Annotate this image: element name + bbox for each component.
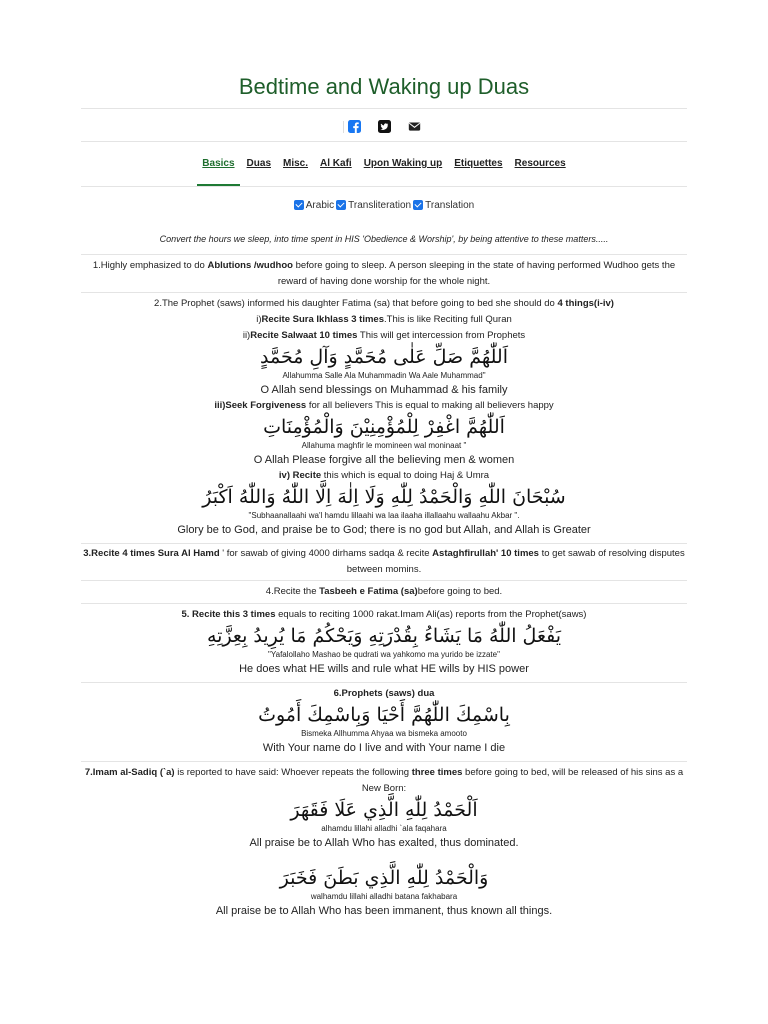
transliteration-option[interactable] <box>336 200 411 211</box>
section-4-bold: Tasbeeh e Fatima (sa) <box>319 586 418 597</box>
item-ii-num: ii) <box>242 330 251 341</box>
transliteration-section-7-line-1: alhamdu lillahi alladhi `ala faqahara <box>321 824 447 833</box>
arabic-section-6: بِاسْمِكَ اللّٰهُمَّ أَحْيَا وَبِاسْمِكَ أَمُوتُ <box>258 704 510 726</box>
item-ii-text: This will get intercession from Prophets <box>357 330 526 341</box>
section-1-bold: Ablutions /wudhoo <box>207 260 293 271</box>
arabic-option[interactable] <box>294 200 334 211</box>
arabic-tasbih: سُبْحَانَ اللّٰهِ وَالْحَمْدُ لِلّٰهِ وَلَا اِلٰهَ اِلَّا اللّٰهُ وَاللّٰهُ اَكْبَرُ <box>202 486 566 508</box>
transliteration-section-6: Bismeka Allhumma Ahyaa wa bismeka amooto <box>301 729 467 738</box>
section-6 <box>81 683 687 758</box>
tab-upon-waking-up[interactable]: Upon Waking up <box>363 158 443 169</box>
transliteration-salawat: Allahumma Salle Ala Muhammadin Wa Aale Muhammad" <box>282 371 486 380</box>
translation-option[interactable] <box>413 200 474 211</box>
section-5-text: equals to reciting 1000 rakat.Imam Ali(as) reports from the Prophet(saws) <box>275 609 587 620</box>
item-iii-bold: iii)Seek Forgiveness <box>214 400 307 411</box>
arabic-section-7-line-2: وَالْحَمْدُ لِلّٰهِ الَّذِي بَطَنَ فَخَبَرَ <box>279 867 489 889</box>
tab-al-kafi[interactable]: Al Kafi <box>320 158 352 169</box>
arabic-section-5: يَفْعَلُ اللّٰهُ مَا يَشَاءُ بِقُدْرَتِهِ وَيَحْكُمُ مَا يُرِيدُ بِعِزَّتِهِ <box>206 625 562 647</box>
translation-section-7-line-1: All praise be to Allah Who has exalted, thus dominated. <box>249 837 519 849</box>
translation-tasbih: Glory be to God, and praise be to God; there is no god but Allah, and Allah is Greater <box>177 524 591 536</box>
item-i-num: i) <box>256 314 262 325</box>
transliteration-label: Transliteration <box>348 199 412 211</box>
arabic-label: Arabic <box>305 199 335 211</box>
translation-section-5: He does what HE wills and rule what HE wills by HIS power <box>239 663 529 675</box>
section-7-bold-a: 7.Imam al-Sadiq (`a) <box>84 767 175 778</box>
tab-duas[interactable]: Duas <box>246 158 271 169</box>
page-title: Bedtime and Waking up Duas <box>238 74 530 99</box>
translation-salawat: O Allah send blessings on Muhammad & his family <box>260 384 508 396</box>
translation-forgiveness: O Allah Please forgive all the believing men & women <box>253 454 515 466</box>
item-iv <box>81 468 687 484</box>
section-7 <box>81 762 687 921</box>
section-5-bold: 5. Recite this 3 times <box>181 609 276 620</box>
intro-text: Convert the hours we sleep, into time spent in HIS 'Obedience & Worship', by being attentive to these matters..... <box>159 234 609 244</box>
section-1-text-a: 1.Highly emphasized to do <box>92 260 208 271</box>
section-1-text-c: before going to sleep. A person sleeping in the state of having performed Wudhoo gets the reward of having done worship for the whole night. <box>277 260 676 287</box>
section-2-intro-text: 2.The Prophet (saws) informed his daughter Fatima (sa) that before going to bed she should do <box>154 298 558 309</box>
facebook-icon[interactable] <box>348 120 361 133</box>
translation-section-7-line-2: All praise be to Allah Who has been immanent, thus known all things. <box>215 905 553 917</box>
transliteration-tasbih: "Subhaanallaahi wa'l hamdu lillaahi wa laa ilaaha illallaahu wallaahu Akbar ". <box>248 511 520 520</box>
section-3-text-b: ' for sawab of giving 4000 dirhams sadqa & recite <box>219 548 433 559</box>
item-ii-bold: Recite Salwaat 10 times <box>250 330 358 341</box>
section-4 <box>81 581 687 603</box>
item-iv-text: this which is equal to doing Haj & Umra <box>321 470 490 481</box>
translation-checkbox[interactable] <box>413 200 423 210</box>
section-2 <box>81 293 687 540</box>
arabic-section-7-line-1: اَلْحَمْدُ لِلّٰهِ الَّذِي عَلَا فَقَهَرَ <box>290 799 478 821</box>
section-3-bold-a: 3.Recite 4 times Sura Al Hamd <box>83 548 220 559</box>
section-3-bold-c: Astaghfirullah' 10 times <box>432 548 539 559</box>
tab-misc[interactable]: Misc. <box>283 158 309 169</box>
section-7-text-b: is reported to have said: Whoever repeats the following <box>174 767 412 778</box>
section-7-intro <box>81 765 687 797</box>
translation-section-6: With Your name do I live and with Your name I die <box>262 742 506 754</box>
arabic-salawat: اَللّٰهُمَّ صَلِّ عَلٰى مُحَمَّدٍ وَآلِ مُحَمَّدٍ <box>259 346 508 368</box>
item-i-bold: Recite Sura Ikhlass 3 times <box>261 314 384 325</box>
item-iii <box>81 398 687 414</box>
section-1 <box>81 255 687 292</box>
tab-etiquettes[interactable]: Etiquettes <box>454 158 503 169</box>
divider <box>343 121 344 133</box>
section-3 <box>81 544 687 580</box>
arabic-checkbox[interactable] <box>294 200 304 210</box>
section-7-bold-c: three times <box>411 767 463 778</box>
arabic-forgiveness: اَللّٰهُمَّ اغْفِرْ لِلْمُؤْمِنِيْنَ وَالْمُؤْمِنَاتِ <box>263 416 505 438</box>
display-options <box>81 187 687 215</box>
section-5-intro <box>81 607 687 623</box>
section-4-text-c: before going to bed. <box>417 586 503 597</box>
section-7-text-d: before going to bed, will be released of his sins as a New Born: <box>361 767 684 794</box>
transliteration-checkbox[interactable] <box>336 200 346 210</box>
section-5 <box>81 604 687 679</box>
section-2-intro-bold: 4 things(i-iv) <box>557 298 614 309</box>
section-3-text-d: to get sawab of resolving disputes between momins. <box>346 548 685 575</box>
share-bar <box>81 109 687 141</box>
email-icon[interactable] <box>408 120 421 133</box>
translation-label: Translation <box>425 199 475 211</box>
item-ii <box>81 328 687 344</box>
tab-basics[interactable]: Basics <box>197 152 239 186</box>
section-6-title: 6.Prophets (saws) dua <box>333 688 435 699</box>
section-2-intro <box>81 296 687 312</box>
item-i-text: .This is like Reciting full Quran <box>384 314 512 325</box>
item-iv-bold: iv) Recite <box>278 470 322 481</box>
tab-bar <box>81 152 687 190</box>
twitter-icon[interactable] <box>378 120 391 133</box>
item-i <box>81 312 687 328</box>
tab-resources[interactable]: Resources <box>514 158 566 169</box>
transliteration-section-5: "Yafalollaho Mashao be qudrati wa yahkomo ma yurido be izzate" <box>268 650 500 659</box>
transliteration-forgiveness: Allahuma maghfir le momineen wal moninaat " <box>301 441 467 450</box>
section-4-text-a: 4.Recite the <box>265 586 320 597</box>
transliteration-section-7-line-2: walhamdu lillahi alladhi batana fakhabara <box>310 892 458 901</box>
item-iii-text: for all believers This is equal to making all believers happy <box>306 400 554 411</box>
